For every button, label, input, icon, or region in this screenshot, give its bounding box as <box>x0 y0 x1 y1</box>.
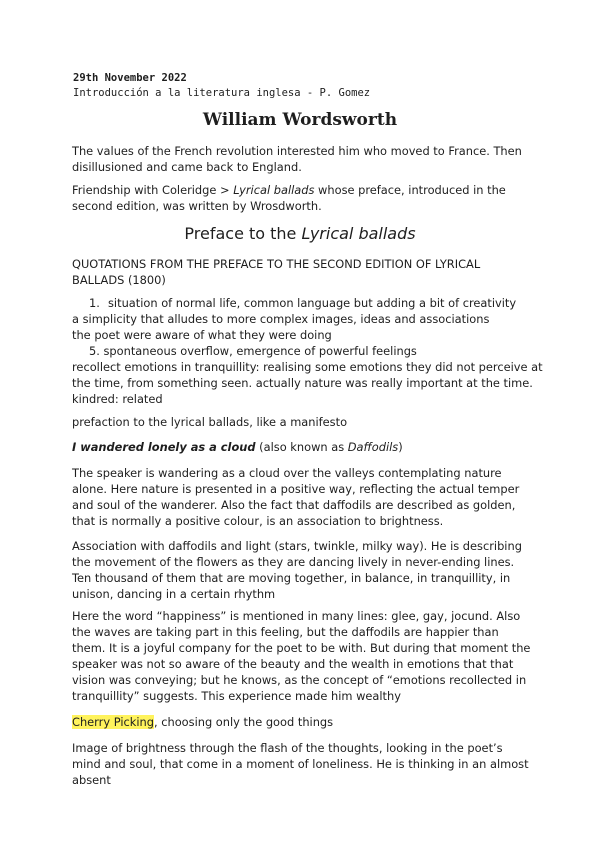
poem-aka-post: ) <box>398 440 403 454</box>
intro-paragraph-2 <box>72 182 532 214</box>
poem-paragraph-3: Here the word “happiness” is mentioned in many lines: glee, gay, jocund. Also the waves are taking part in this feeling, but the daffodils are happier than them. It is a joyful company for the poet to be with. But during that moment the speaker was not so aware of the beauty and the wealth in emotions that that vision was conveying; but he knows, as the concept of “emotions recollected in tranquillity” suggests. This experience made him wealthy <box>72 609 531 703</box>
poem-aka-italic: Daffodils <box>347 440 399 454</box>
list-item-1: situation of normal life, common language but adding a bit of creativity <box>108 296 517 310</box>
cherry-picking-line <box>72 715 333 729</box>
note-line-b: the poet were aware of what they were doing <box>72 328 332 342</box>
list-item-5: 5. spontaneous overflow, emergence of powerful feelings <box>89 344 417 358</box>
section-heading <box>0 224 600 243</box>
poem-paragraph-1: The speaker is wandering as a cloud over the valleys contemplating nature alone. Here nature is presented in a positive way, reflecting the actual temper and soul of the wanderer. Also the fact that daffodils are described as golden, that is normally a positive colour, is an association to brightness. <box>72 466 520 528</box>
cherry-picking-rest: , choosing only the good things <box>153 715 334 729</box>
page-title: William Wordsworth <box>202 110 398 130</box>
note-line-c: recollect emotions in tranquillity: realising some emotions they did not perceive at <box>72 360 543 374</box>
note-line-e: kindred: related <box>72 392 163 406</box>
manifesto-note: prefaction to the lyrical ballads, like a manifesto <box>72 415 348 429</box>
poem-title: I wandered lonely as a cloud <box>72 440 256 454</box>
note-line-a: a simplicity that alludes to more complex images, ideas and associations <box>72 312 490 326</box>
intro-paragraph-1: The values of the French revolution interested him who moved to France. Then disillusioned and came back to England. <box>72 144 522 174</box>
intro-p2-post: whose preface, introduced in the second edition, was written by Wrosdworth. <box>72 183 506 213</box>
lyrical-ballads-italic: Lyrical ballads <box>233 183 315 197</box>
date-line: 29th November 2022 <box>73 72 187 84</box>
cherry-picking-highlight: Cherry Picking <box>72 715 154 729</box>
heading-pre: Preface to the <box>184 224 302 243</box>
poem-aka-pre: (also known as <box>255 440 348 454</box>
course-line: Introducción a la literatura inglesa - P. Gomez <box>73 87 371 99</box>
heading-italic: Lyrical ballads <box>301 224 416 243</box>
list-marker-1: 1. <box>89 296 100 310</box>
note-line-d: the time, from something seen. actually nature was really important at the time. <box>72 376 533 390</box>
poem-heading <box>72 440 403 454</box>
poem-paragraph-4: Image of brightness through the flash of the thoughts, looking in the poet’s mind and soul, that come in a moment of loneliness. He is thinking in an almost absent <box>72 741 529 787</box>
intro-p2-pre: Friendship with Coleridge > <box>72 183 234 197</box>
poem-paragraph-2: Association with daffodils and light (stars, twinkle, milky way). He is describing the movement of the flowers as they are dancing lively in never-ending lines. Ten thousand of them that are moving together, in balance, in tranquillity, in unison, dancing in a certain rhythm <box>72 539 522 601</box>
quotations-heading: QUOTATIONS FROM THE PREFACE TO THE SECOND EDITION OF LYRICAL BALLADS (1800) <box>72 257 481 287</box>
